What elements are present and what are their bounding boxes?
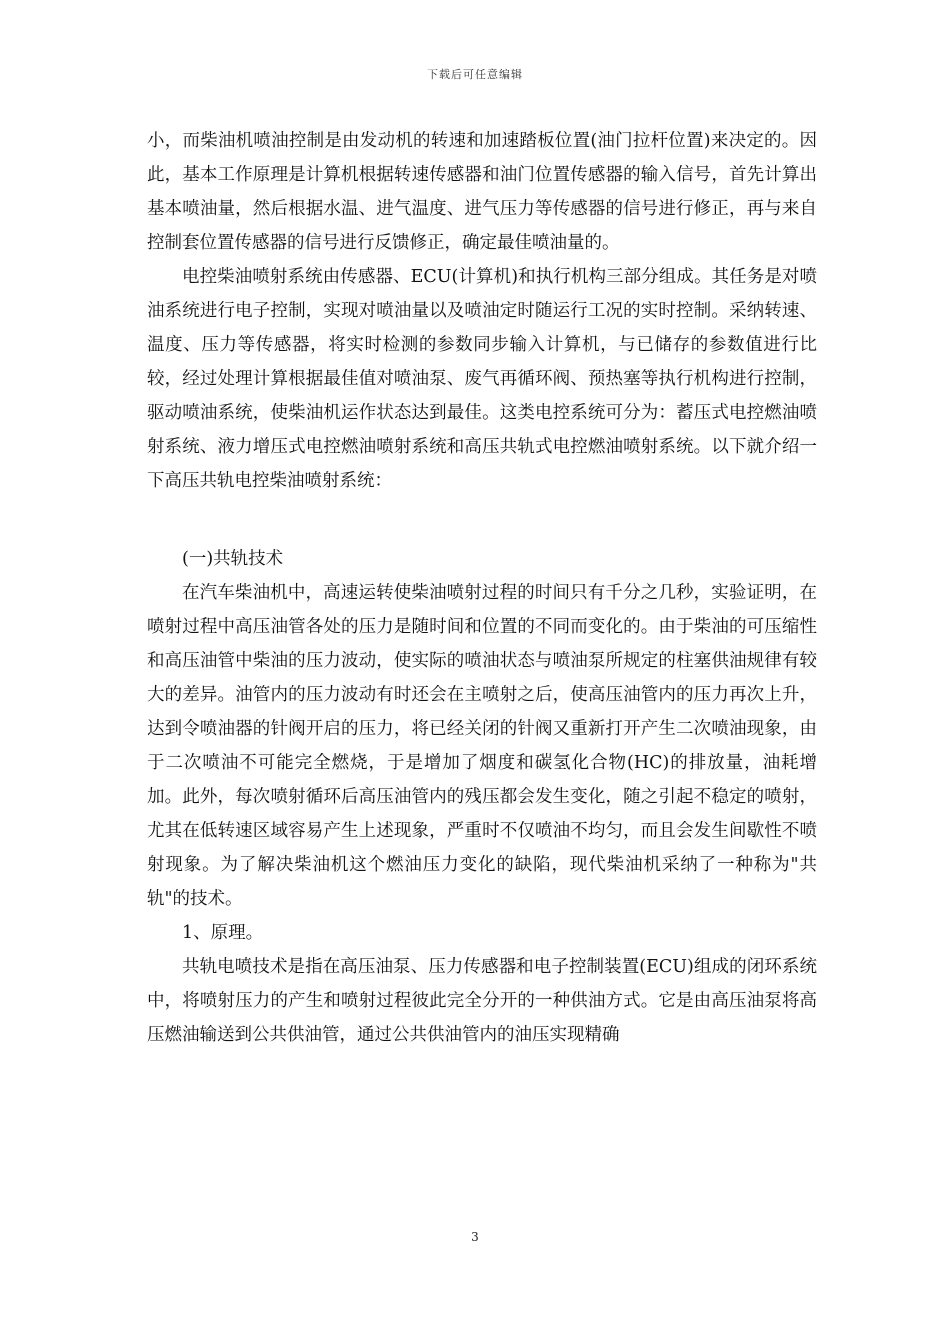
paragraph-ecu-system: 电控柴油喷射系统由传感器、ECU(计算机)和执行机构三部分组成。其任务是对喷油系统进行电子控制，实现对喷油量以及喷油定时随运行工况的实时控制。采纳转速、温度、压力等传感器，将实时检测的参数同步输入计算机，与已储存的参数值进行比较，经过处理计算根据最佳值对喷油泵、废气再循环阀、预热塞等执行机构进行控制，驱动喷油系统，使柴油机运作状态达到最佳。这类电控系统可分为：蓄压式电控燃油喷射系统、液力增压式电控燃油喷射系统和高压共轨式电控燃油喷射系统。以下就介绍一下高压共轨电控柴油喷射系统： <box>147 267 817 491</box>
paragraph-principle: 共轨电喷技术是指在高压油泵、压力传感器和电子控制装置(ECU)组成的闭环系统中，将喷射压力的产生和喷射过程彼此完全分开的一种供油方式。它是由高压油泵将高压燃油输送到公共供油管，通过公共供油管内的油压实现精确 <box>147 957 817 1045</box>
paragraph-common-rail: 在汽车柴油机中，高速运转使柴油喷射过程的时间只有千分之几秒，实验证明，在喷射过程中高压油管各处的压力是随时间和位置的不同而变化的。由于柴油的可压缩性和高压油管中柴油的压力波动，使实际的喷油状态与喷油泵所规定的柱塞供油规律有较大的差异。油管内的压力波动有时还会在主喷射之后，使高压油管内的压力再次上升，达到令喷油器的针阀开启的压力，将已经关闭的针阀又重新打开产生二次喷油现象，由于二次喷油不可能完全燃烧，于是增加了烟度和碳氢化合物(HC)的排放量，油耗增加。此外，每次喷射循环后高压油管内的残压都会发生变化，随之引起不稳定的喷射，尤其在低转速区域容易产生上述现象，严重时不仅喷油不均匀，而且会发生间歇性不喷射现象。为了解决柴油机这个燃油压力变化的缺陷，现代柴油机采纳了一种称为"共轨"的技术。 <box>147 583 817 909</box>
paragraph-continuation: 小，而柴油机喷油控制是由发动机的转速和加速踏板位置(油门拉杆位置)来决定的。因此，基本工作原理是计算机根据转速传感器和油门位置传感器的输入信号，首先计算出基本喷油量，然后根据水温、进气温度、进气压力等传感器的信号进行修正，再与来自控制套位置传感器的信号进行反馈修正，确定最佳喷油量的。 <box>147 131 817 253</box>
page-header: 下载后可任意编辑 <box>427 68 523 81</box>
section-heading: (一)共轨技术 <box>182 549 284 569</box>
document-body <box>147 124 817 1052</box>
paragraph-spacer <box>147 498 817 542</box>
subsection-heading: 1、原理。 <box>182 923 264 943</box>
page-number: 3 <box>471 1230 479 1244</box>
